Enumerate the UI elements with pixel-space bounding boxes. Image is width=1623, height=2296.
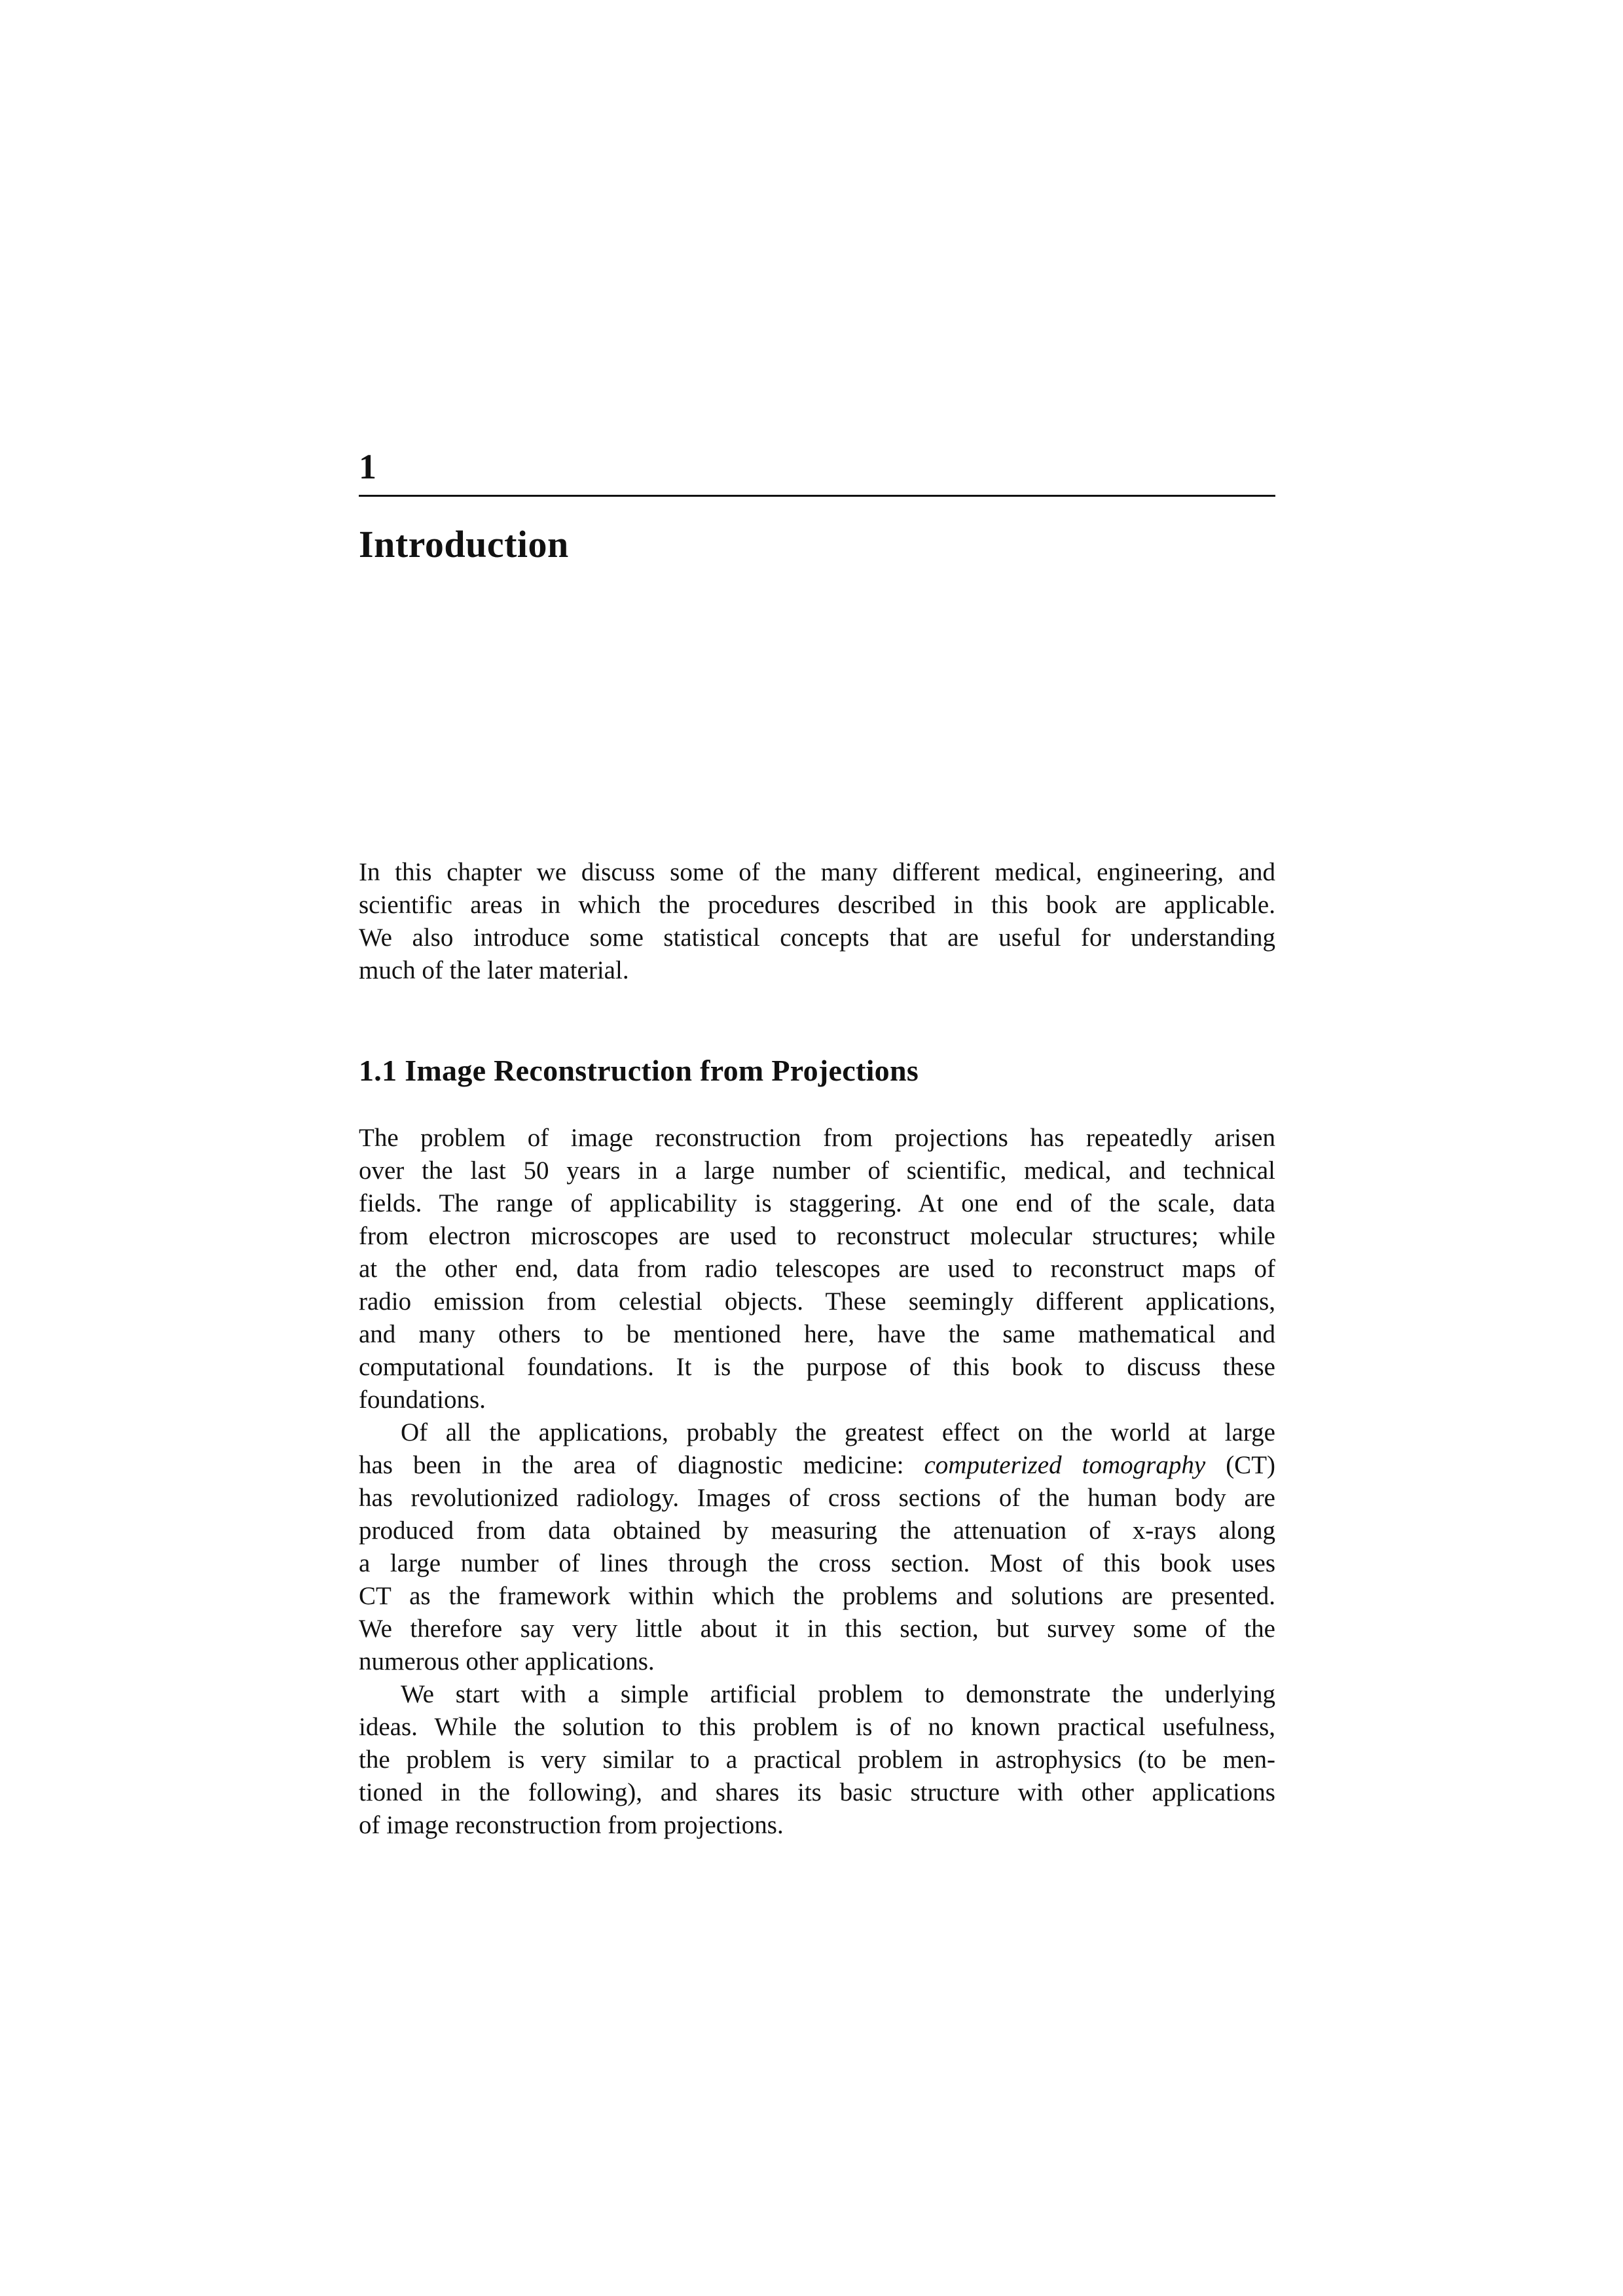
body-text: (CT)	[1205, 1451, 1276, 1479]
body-line: and many others to be mentioned here, have the same mathematical and	[359, 1320, 1275, 1348]
body-line: computational foundations. It is the purpose of this book to discuss these	[359, 1353, 1275, 1381]
section-body	[359, 1122, 1275, 1842]
body-line: tioned in the following), and shares its basic structure with other applications	[359, 1778, 1275, 1806]
body-line: has revolutionized radiology. Images of cross sections of the human body are	[359, 1484, 1275, 1512]
intro-line: In this chapter we discuss some of the many different medical, engineering, and	[359, 858, 1275, 886]
body-line: produced from data obtained by measuring the attenuation of x-rays along	[359, 1516, 1275, 1545]
body-line: over the last 50 years in a large number of scientific, medical, and technical	[359, 1157, 1275, 1185]
body-line: CT as the framework within which the problems and solutions are presented.	[359, 1582, 1275, 1610]
body-line: ideas. While the solution to this problem is of no known practical usefulness,	[359, 1713, 1275, 1741]
body-text: has been in the area of diagnostic medicine:	[359, 1451, 924, 1479]
intro-line: much of the later material.	[359, 956, 629, 984]
chapter-rule	[359, 495, 1275, 497]
body-line: The problem of image reconstruction from projections has repeatedly arisen	[359, 1124, 1275, 1152]
body-line: radio emission from celestial objects. These seemingly different applications,	[359, 1287, 1275, 1316]
emphasis-term: computerized tomography	[924, 1451, 1206, 1479]
body-line: from electron microscopes are used to reconstruct molecular structures; while	[359, 1222, 1275, 1250]
section-heading: 1.1 Image Reconstruction from Projections	[359, 1054, 919, 1087]
body-line: Of all the applications, probably the greatest effect on the world at large	[401, 1418, 1275, 1446]
body-line: We therefore say very little about it in this section, but survey some of the	[359, 1615, 1275, 1643]
intro-line: We also introduce some statistical concepts that are useful for understanding	[359, 924, 1275, 952]
body-line: foundations.	[359, 1386, 486, 1414]
body-line: at the other end, data from radio telescopes are used to reconstruct maps of	[359, 1255, 1275, 1283]
body-line: fields. The range of applicability is staggering. At one end of the scale, data	[359, 1189, 1275, 1217]
body-line: We start with a simple artificial problem to demonstrate the underlying	[401, 1680, 1275, 1708]
body-line: numerous other applications.	[359, 1647, 655, 1676]
body-line: a large number of lines through the cross section. Most of this book uses	[359, 1549, 1275, 1577]
chapter-intro	[359, 856, 1275, 987]
chapter-title: Introduction	[359, 523, 569, 565]
body-line: of image reconstruction from projections.	[359, 1811, 784, 1839]
body-line: the problem is very similar to a practical problem in astrophysics (to be men-	[359, 1746, 1275, 1774]
intro-line: scientific areas in which the procedures described in this book are applicable.	[359, 891, 1275, 919]
body-line-with-emphasis	[359, 1449, 1275, 1482]
chapter-number: 1	[359, 447, 376, 486]
